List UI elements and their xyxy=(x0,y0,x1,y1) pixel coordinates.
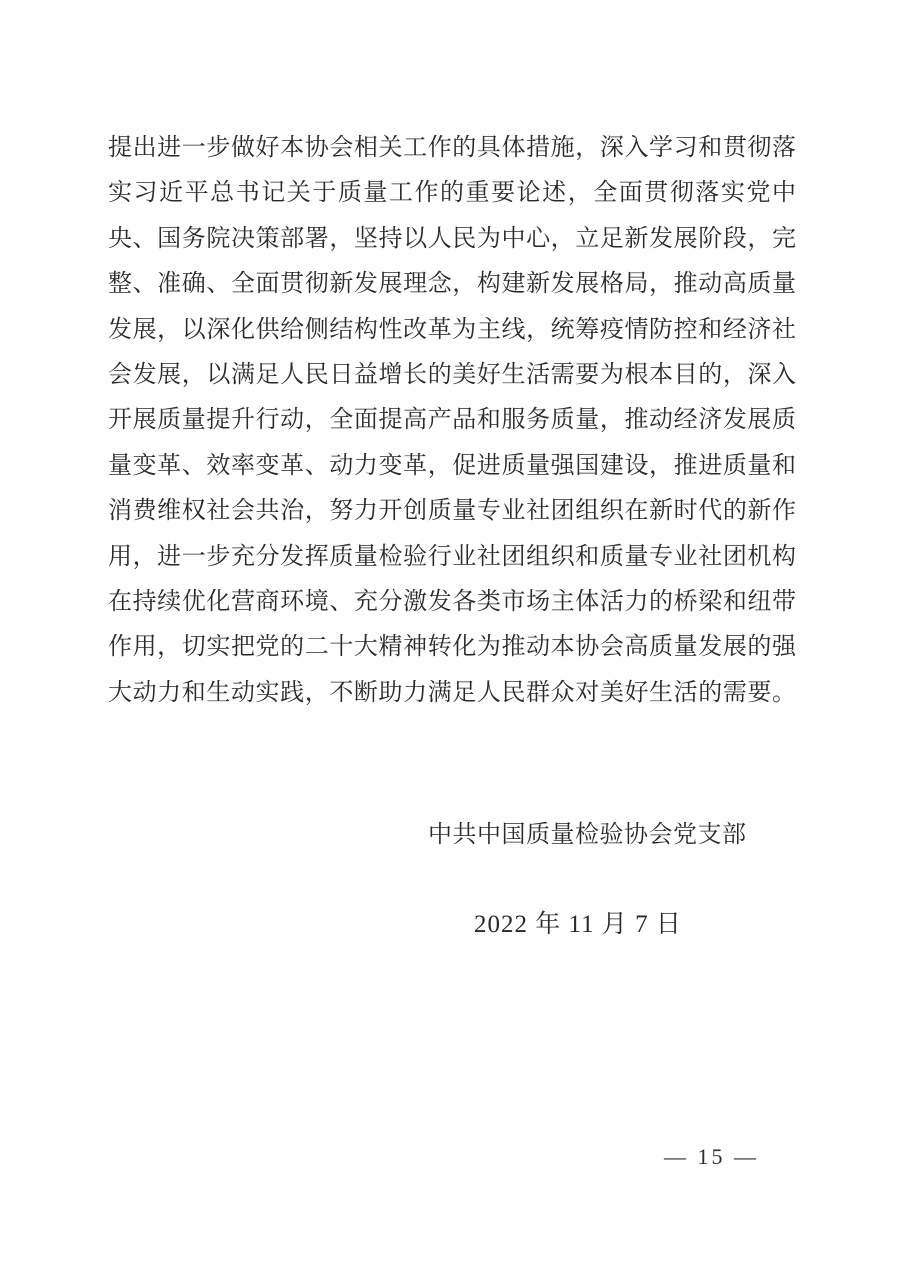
text-line: 作用，切实把党的二十大精神转化为推动本协会高质量发展的强 xyxy=(108,634,796,661)
body-text xyxy=(108,126,796,716)
text-line: 量变革、效率变革、动力变革，促进质量强国建设，推进质量和 xyxy=(108,452,796,479)
text-line: 提出进一步做好本协会相关工作的具体措施，深入学习和贯彻落 xyxy=(108,135,796,161)
text-line: 消费维权社会共治，努力开创质量专业社团组织在新时代的新作 xyxy=(108,498,796,525)
text-line: 在持续优化营商环境、充分激发各类市场主体活力的桥梁和纽带 xyxy=(108,589,796,616)
text-line: 整、准确、全面贯彻新发展理念，构建新发展格局，推动高质量 xyxy=(108,271,796,298)
signature: 中共中国质量检验协会党支部 xyxy=(428,822,746,848)
text-line: 发展，以深化供给侧结构性改革为主线，统筹疫情防控和经济社 xyxy=(108,316,796,343)
page-number: — 15 — xyxy=(664,1144,759,1169)
text-line: 开展质量提升行动，全面提高产品和服务质量，推动经济发展质 xyxy=(108,407,796,434)
date-line: 2022 年 11 月 7 日 xyxy=(474,911,682,938)
text-line: 会发展，以满足人民日益增长的美好生活需要为根本目的，深入 xyxy=(108,362,796,389)
text-line: 大动力和生动实践，不断助力满足人民群众对美好生活的需要。 xyxy=(108,679,796,706)
text-line: 实习近平总书记关于质量工作的重要论述，全面贯彻落实党中 xyxy=(108,180,796,207)
text-line: 央、国务院决策部署，坚持以人民为中心，立足新发展阶段，完 xyxy=(108,225,796,252)
text-line: 用，进一步充分发挥质量检验行业社团组织和质量专业社团机构 xyxy=(108,543,796,570)
